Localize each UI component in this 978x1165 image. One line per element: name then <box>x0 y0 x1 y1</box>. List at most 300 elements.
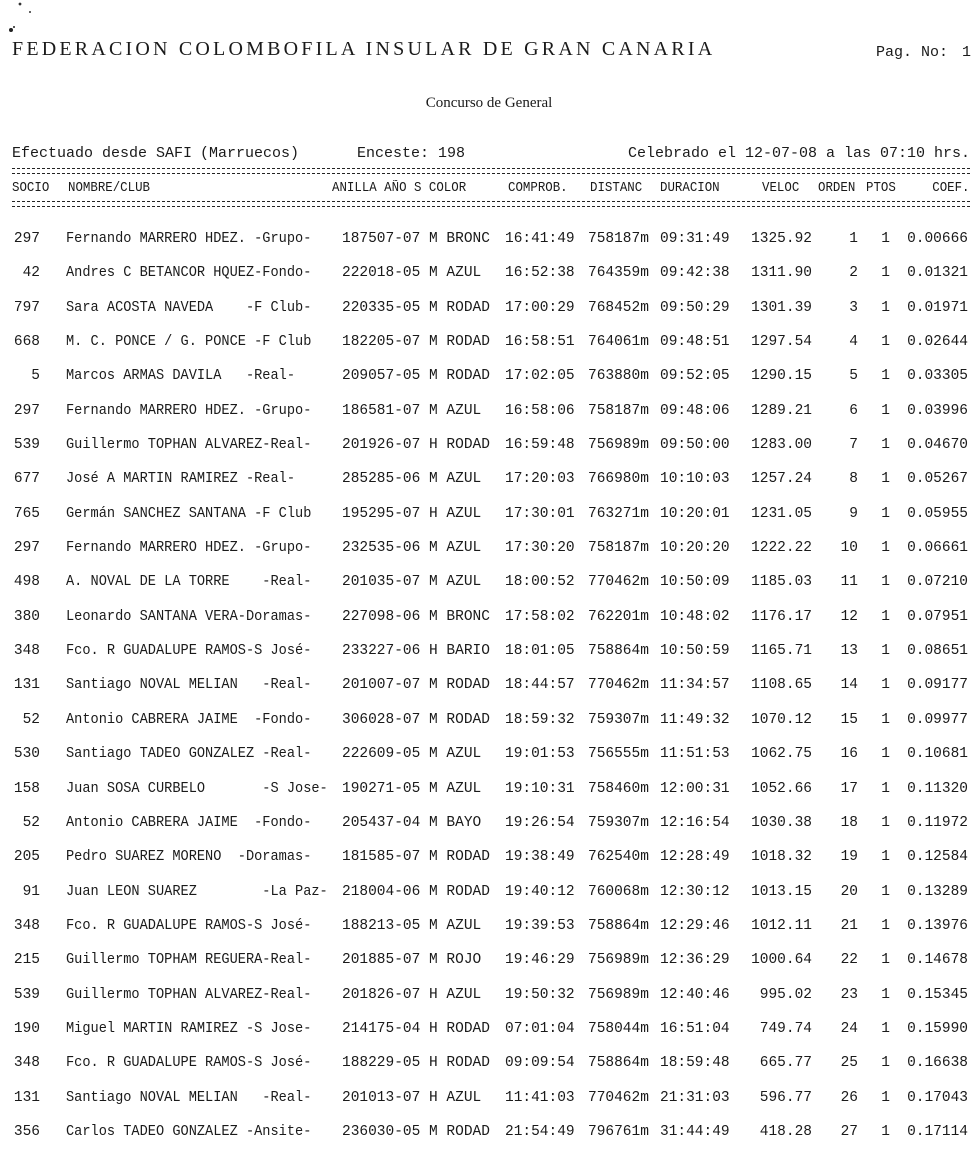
cell-nombre: Antonio CABRERA JAIME -Fondo- <box>66 814 312 831</box>
cell-comprob: 16:41:49 <box>505 231 575 247</box>
cell-distanc: 759307m <box>588 814 649 831</box>
cell-ptos: 1 <box>881 711 890 728</box>
cell-socio: 215 <box>13 952 40 969</box>
cell-distanc: 760068m <box>588 883 649 900</box>
cell-comprob: 16:58:06 <box>505 402 575 419</box>
cell-socio: 539 <box>13 986 40 1003</box>
table-row <box>0 952 978 986</box>
cell-orden: 8 <box>849 471 858 488</box>
cell-ptos: 1 <box>881 608 890 625</box>
table-row <box>0 815 978 849</box>
cell-distanc: 758864m <box>588 917 649 934</box>
cell-comprob: 17:30:20 <box>505 540 575 557</box>
cell-distanc: 758187m <box>588 540 649 557</box>
cell-ptos: 1 <box>881 334 890 351</box>
cell-coef: 0.15345 <box>907 986 968 1003</box>
cell-anilla: 218004-06 M RODAD <box>342 883 490 900</box>
table-row <box>0 746 978 780</box>
cell-anilla: 205437-04 M BAYO <box>342 814 482 831</box>
cell-orden: 17 <box>840 780 858 797</box>
col-header-ptos: PTOS <box>866 181 896 196</box>
cell-socio: 348 <box>13 1055 40 1072</box>
cell-veloc: 749.74 <box>759 1020 812 1037</box>
cell-nombre: Leonardo SANTANA VERA-Doramas- <box>66 608 312 625</box>
cell-anilla: 181585-07 M RODAD <box>342 849 490 866</box>
cell-orden: 2 <box>849 265 858 282</box>
table-row <box>0 849 978 883</box>
cell-comprob: 16:52:38 <box>505 265 575 282</box>
cell-nombre: Guillermo TOPHAN ALVAREZ-Real- <box>66 437 312 454</box>
celebration-date: Celebrado el 12-07-08 a las 07:10 hrs. <box>627 145 970 162</box>
cell-socio: 131 <box>13 677 40 694</box>
cell-nombre: Juan SOSA CURBELO -S Jose- <box>66 780 328 797</box>
release-country: (Marruecos) <box>200 145 300 162</box>
cell-duracion: 09:31:49 <box>660 231 730 247</box>
cell-veloc: 1018.32 <box>751 849 812 866</box>
table-row <box>0 437 978 471</box>
table-row <box>0 677 978 711</box>
cell-nombre: Antonio CABRERA JAIME -Fondo- <box>66 711 312 728</box>
cell-socio: 42 <box>22 265 40 282</box>
cell-nombre: Fco. R GUADALUPE RAMOS-S José- <box>66 1055 312 1072</box>
cell-comprob: 17:02:05 <box>505 368 575 385</box>
col-header-anilla: ANILLA AÑO S COLOR <box>332 181 467 196</box>
cell-veloc: 596.77 <box>759 1089 812 1106</box>
cell-ptos: 1 <box>881 917 890 934</box>
cell-anilla: 232535-06 M AZUL <box>342 540 482 557</box>
table-row <box>0 403 978 437</box>
cell-ptos: 1 <box>881 471 890 488</box>
cell-distanc: 766980m <box>588 471 649 488</box>
cell-distanc: 758864m <box>588 1055 649 1072</box>
cell-anilla: 222609-05 M AZUL <box>342 746 482 763</box>
cell-distanc: 770462m <box>588 677 649 694</box>
cell-veloc: 1283.00 <box>751 437 812 454</box>
cell-socio: 797 <box>13 299 40 316</box>
cell-socio: 765 <box>13 505 40 522</box>
col-header-comprob: COMPROB. <box>508 181 568 196</box>
table-row <box>0 1124 978 1158</box>
cell-nombre: Pedro SUAREZ MORENO -Doramas- <box>66 849 312 866</box>
cell-socio: 498 <box>13 574 40 591</box>
cell-comprob: 19:26:54 <box>505 814 575 831</box>
cell-veloc: 1257.24 <box>751 471 812 488</box>
cell-coef: 0.15990 <box>907 1020 968 1037</box>
cell-anilla: 201926-07 H RODAD <box>342 437 490 454</box>
cell-orden: 6 <box>849 402 858 419</box>
cell-distanc: 763271m <box>588 505 649 522</box>
cell-nombre: Marcos ARMAS DAVILA -Real- <box>66 368 296 385</box>
cell-anilla: 236030-05 M RODAD <box>342 1123 490 1140</box>
cell-duracion: 12:16:54 <box>660 814 730 831</box>
cell-comprob: 19:01:53 <box>505 746 575 763</box>
cell-socio: 205 <box>13 849 40 866</box>
cell-veloc: 1012.11 <box>751 917 812 934</box>
enceste-count: Enceste: 198 <box>357 145 466 162</box>
col-header-socio: SOCIO <box>12 181 50 196</box>
cell-veloc: 1052.66 <box>751 780 812 797</box>
cell-duracion: 10:48:02 <box>660 608 730 625</box>
cell-comprob: 21:54:49 <box>505 1123 575 1140</box>
cell-nombre: M. C. PONCE / G. PONCE -F Club <box>66 334 312 351</box>
cell-veloc: 995.02 <box>759 986 812 1003</box>
cell-orden: 5 <box>849 368 858 385</box>
cell-distanc: 756989m <box>588 952 649 969</box>
cell-distanc: 758864m <box>588 643 649 660</box>
cell-orden: 15 <box>840 711 858 728</box>
cell-comprob: 18:00:52 <box>505 574 575 591</box>
cell-ptos: 1 <box>881 1123 890 1140</box>
table-row <box>0 712 978 746</box>
cell-socio: 348 <box>13 643 40 660</box>
cell-duracion: 10:50:59 <box>660 643 730 660</box>
cell-orden: 26 <box>840 1089 858 1106</box>
cell-nombre: Fco. R GUADALUPE RAMOS-S José- <box>66 643 312 660</box>
cell-veloc: 1108.65 <box>751 677 812 694</box>
cell-nombre: Guillermo TOPHAN ALVAREZ-Real- <box>66 986 312 1003</box>
cell-comprob: 19:50:32 <box>505 986 575 1003</box>
cell-ptos: 1 <box>881 265 890 282</box>
page-number-label: Pag. No: <box>876 44 949 61</box>
cell-coef: 0.01971 <box>907 299 968 316</box>
col-header-coef: COEF. <box>932 181 970 196</box>
cell-coef: 0.08651 <box>907 643 968 660</box>
cell-coef: 0.05267 <box>907 471 968 488</box>
cell-veloc: 1165.71 <box>751 643 812 660</box>
cell-ptos: 1 <box>881 299 890 316</box>
cell-coef: 0.07210 <box>907 574 968 591</box>
cell-nombre: Carlos TADEO GONZALEZ -Ansite- <box>66 1123 312 1140</box>
cell-coef: 0.13289 <box>907 883 968 900</box>
cell-duracion: 31:44:49 <box>660 1123 730 1140</box>
cell-socio: 297 <box>13 402 40 419</box>
cell-coef: 0.06661 <box>907 540 968 557</box>
cell-veloc: 665.77 <box>759 1055 812 1072</box>
cell-duracion: 11:34:57 <box>660 677 730 694</box>
cell-anilla: 227098-06 M BRONC <box>342 608 490 625</box>
cell-duracion: 10:10:03 <box>660 471 730 488</box>
cell-socio: 668 <box>13 334 40 351</box>
cell-orden: 3 <box>849 299 858 316</box>
cell-socio: 677 <box>13 471 40 488</box>
cell-ptos: 1 <box>881 402 890 419</box>
cell-ptos: 1 <box>881 986 890 1003</box>
cell-anilla: 214175-04 H RODAD <box>342 1020 490 1037</box>
table-row <box>0 506 978 540</box>
cell-distanc: 763880m <box>588 368 649 385</box>
cell-duracion: 09:42:38 <box>660 265 730 282</box>
cell-veloc: 1301.39 <box>751 299 812 316</box>
cell-duracion: 10:50:09 <box>660 574 730 591</box>
cell-orden: 19 <box>840 849 858 866</box>
cell-distanc: 770462m <box>588 1089 649 1106</box>
cell-comprob: 17:00:29 <box>505 299 575 316</box>
table-row <box>0 1021 978 1055</box>
release-origin: Efectuado desde SAFI <box>12 145 193 162</box>
cell-duracion: 18:59:48 <box>660 1055 730 1072</box>
cell-socio: 297 <box>13 540 40 557</box>
cell-veloc: 1297.54 <box>751 334 812 351</box>
cell-distanc: 759307m <box>588 711 649 728</box>
cell-socio: 52 <box>22 711 40 728</box>
col-header-duracion: DURACION <box>660 181 720 196</box>
cell-anilla: 188229-05 H RODAD <box>342 1055 490 1072</box>
cell-coef: 0.17114 <box>907 1123 968 1140</box>
cell-coef: 0.03996 <box>907 402 968 419</box>
cell-anilla: 209057-05 M RODAD <box>342 368 490 385</box>
cell-veloc: 1289.21 <box>751 402 812 419</box>
table-row <box>0 918 978 952</box>
cell-distanc: 770462m <box>588 574 649 591</box>
cell-veloc: 1290.15 <box>751 368 812 385</box>
cell-duracion: 16:51:04 <box>660 1020 730 1037</box>
cell-orden: 22 <box>840 952 858 969</box>
cell-coef: 0.17043 <box>907 1089 968 1106</box>
cell-orden: 4 <box>849 334 858 351</box>
cell-duracion: 09:52:05 <box>660 368 730 385</box>
cell-orden: 9 <box>849 505 858 522</box>
cell-comprob: 18:01:05 <box>505 643 575 660</box>
table-row <box>0 609 978 643</box>
cell-duracion: 21:31:03 <box>660 1089 730 1106</box>
cell-comprob: 19:46:29 <box>505 952 575 969</box>
results-table-body <box>0 231 978 1158</box>
cell-coef: 0.10681 <box>907 746 968 763</box>
cell-comprob: 17:20:03 <box>505 471 575 488</box>
cell-nombre: Santiago NOVAL MELIAN -Real- <box>66 1089 312 1106</box>
cell-distanc: 758187m <box>588 402 649 419</box>
cell-veloc: 1062.75 <box>751 746 812 763</box>
cell-nombre: Santiago TADEO GONZALEZ -Real- <box>66 746 312 763</box>
cell-nombre: Fernando MARRERO HDEZ. -Grupo- <box>66 231 312 247</box>
cell-coef: 0.03305 <box>907 368 968 385</box>
col-header-orden: ORDEN <box>818 181 856 196</box>
cell-socio: 380 <box>13 608 40 625</box>
cell-coef: 0.01321 <box>907 265 968 282</box>
cell-duracion: 12:40:46 <box>660 986 730 1003</box>
cell-ptos: 1 <box>881 849 890 866</box>
cell-veloc: 1070.12 <box>751 711 812 728</box>
cell-anilla: 195295-07 H AZUL <box>342 505 482 522</box>
cell-duracion: 09:50:29 <box>660 299 730 316</box>
cell-nombre: Fernando MARRERO HDEZ. -Grupo- <box>66 540 312 557</box>
cell-anilla: 201885-07 M ROJO <box>342 952 482 969</box>
cell-coef: 0.04670 <box>907 437 968 454</box>
cell-orden: 10 <box>840 540 858 557</box>
cell-ptos: 1 <box>881 643 890 660</box>
cell-anilla: 285285-06 M AZUL <box>342 471 482 488</box>
cell-distanc: 796761m <box>588 1123 649 1140</box>
cell-orden: 18 <box>840 814 858 831</box>
cell-orden: 13 <box>840 643 858 660</box>
cell-anilla: 188213-05 M AZUL <box>342 917 482 934</box>
cell-veloc: 418.28 <box>759 1123 812 1140</box>
cell-nombre: Miguel MARTIN RAMIREZ -S Jose- <box>66 1020 312 1037</box>
cell-coef: 0.09977 <box>907 711 968 728</box>
cell-duracion: 09:48:06 <box>660 402 730 419</box>
cell-distanc: 764359m <box>588 265 649 282</box>
cell-ptos: 1 <box>881 505 890 522</box>
cell-orden: 12 <box>840 608 858 625</box>
cell-veloc: 1231.05 <box>751 505 812 522</box>
cell-distanc: 758187m <box>588 231 649 247</box>
cell-anilla: 233227-06 H BARIO <box>342 643 490 660</box>
col-header-distanc: DISTANC <box>590 181 643 196</box>
cell-anilla: 201035-07 M AZUL <box>342 574 482 591</box>
table-row <box>0 1055 978 1089</box>
cell-duracion: 12:00:31 <box>660 780 730 797</box>
cell-nombre: José A MARTIN RAMIREZ -Real- <box>66 471 296 488</box>
cell-ptos: 1 <box>881 883 890 900</box>
cell-anilla: 201007-07 M RODAD <box>342 677 490 694</box>
cell-socio: 530 <box>13 746 40 763</box>
cell-distanc: 762201m <box>588 608 649 625</box>
cell-coef: 0.11320 <box>907 780 968 797</box>
cell-nombre: Sara ACOSTA NAVEDA -F Club- <box>66 299 312 316</box>
cell-orden: 25 <box>840 1055 858 1072</box>
cell-socio: 539 <box>13 437 40 454</box>
cell-anilla: 182205-07 M RODAD <box>342 334 490 351</box>
cell-distanc: 756555m <box>588 746 649 763</box>
table-row <box>0 574 978 608</box>
cell-distanc: 762540m <box>588 849 649 866</box>
scan-speck-marks <box>6 0 56 40</box>
cell-comprob: 18:44:57 <box>505 677 575 694</box>
cell-anilla: 187507-07 M BRONC <box>342 231 490 247</box>
table-row <box>0 368 978 402</box>
cell-duracion: 12:30:12 <box>660 883 730 900</box>
cell-coef: 0.14678 <box>907 952 968 969</box>
cell-nombre: Santiago NOVAL MELIAN -Real- <box>66 677 312 694</box>
cell-distanc: 756989m <box>588 437 649 454</box>
cell-comprob: 19:10:31 <box>505 780 575 797</box>
cell-anilla: 201826-07 H AZUL <box>342 986 482 1003</box>
table-row <box>0 643 978 677</box>
cell-ptos: 1 <box>881 677 890 694</box>
cell-nombre: Fernando MARRERO HDEZ. -Grupo- <box>66 402 312 419</box>
cell-duracion: 12:28:49 <box>660 849 730 866</box>
cell-socio: 5 <box>31 368 40 385</box>
cell-ptos: 1 <box>881 1055 890 1072</box>
cell-veloc: 1185.03 <box>751 574 812 591</box>
header-rule-bottom <box>12 201 970 207</box>
cell-veloc: 1000.64 <box>751 952 812 969</box>
cell-ptos: 1 <box>881 574 890 591</box>
cell-anilla: 306028-07 M RODAD <box>342 711 490 728</box>
table-row <box>0 231 978 265</box>
cell-orden: 27 <box>840 1123 858 1140</box>
table-row <box>0 781 978 815</box>
cell-distanc: 768452m <box>588 299 649 316</box>
table-row <box>0 884 978 918</box>
cell-anilla: 220335-05 M RODAD <box>342 299 490 316</box>
cell-nombre: Guillermo TOPHAM REGUERA-Real- <box>66 952 312 969</box>
cell-duracion: 10:20:20 <box>660 540 730 557</box>
cell-nombre: Juan LEON SUAREZ -La Paz- <box>66 883 328 900</box>
cell-socio: 348 <box>13 917 40 934</box>
cell-orden: 20 <box>840 883 858 900</box>
cell-distanc: 758044m <box>588 1020 649 1037</box>
cell-veloc: 1311.90 <box>751 265 812 282</box>
cell-comprob: 07:01:04 <box>505 1020 575 1037</box>
cell-comprob: 17:30:01 <box>505 505 575 522</box>
federation-title: FEDERACION COLOMBOFILA INSULAR DE GRAN CANARIA <box>12 38 716 60</box>
cell-orden: 23 <box>840 986 858 1003</box>
cell-comprob: 19:38:49 <box>505 849 575 866</box>
cell-duracion: 10:20:01 <box>660 505 730 522</box>
cell-anilla: 201013-07 H AZUL <box>342 1089 482 1106</box>
cell-coef: 0.00666 <box>907 231 968 247</box>
cell-coef: 0.13976 <box>907 917 968 934</box>
cell-coef: 0.16638 <box>907 1055 968 1072</box>
cell-coef: 0.12584 <box>907 849 968 866</box>
cell-veloc: 1222.22 <box>751 540 812 557</box>
contest-subtitle: Concurso de General <box>425 95 553 111</box>
cell-comprob: 19:39:53 <box>505 917 575 934</box>
cell-ptos: 1 <box>881 368 890 385</box>
cell-comprob: 18:59:32 <box>505 711 575 728</box>
cell-comprob: 11:41:03 <box>505 1089 575 1106</box>
cell-duracion: 09:48:51 <box>660 334 730 351</box>
cell-nombre: Andres C BETANCOR HQUEZ-Fondo- <box>66 265 312 282</box>
cell-ptos: 1 <box>881 540 890 557</box>
cell-ptos: 1 <box>881 437 890 454</box>
cell-duracion: 12:36:29 <box>660 952 730 969</box>
cell-duracion: 11:51:53 <box>660 746 730 763</box>
table-row <box>0 540 978 574</box>
cell-nombre: Fco. R GUADALUPE RAMOS-S José- <box>66 917 312 934</box>
table-row <box>0 300 978 334</box>
cell-orden: 1 <box>849 231 858 247</box>
table-row <box>0 471 978 505</box>
page-number: 1 <box>962 44 972 61</box>
cell-comprob: 16:59:48 <box>505 437 575 454</box>
cell-ptos: 1 <box>881 1089 890 1106</box>
cell-socio: 356 <box>13 1123 40 1140</box>
cell-orden: 11 <box>840 574 858 591</box>
cell-nombre: A. NOVAL DE LA TORRE -Real- <box>66 574 312 591</box>
cell-socio: 297 <box>13 231 40 247</box>
cell-duracion: 09:50:00 <box>660 437 730 454</box>
cell-veloc: 1030.38 <box>751 814 812 831</box>
cell-distanc: 758460m <box>588 780 649 797</box>
cell-socio: 190 <box>13 1020 40 1037</box>
table-row <box>0 1090 978 1124</box>
table-row <box>0 265 978 299</box>
cell-nombre: Germán SANCHEZ SANTANA -F Club <box>66 505 312 522</box>
cell-duracion: 11:49:32 <box>660 711 730 728</box>
cell-orden: 16 <box>840 746 858 763</box>
cell-socio: 91 <box>22 883 40 900</box>
cell-veloc: 1013.15 <box>751 883 812 900</box>
table-row <box>0 987 978 1021</box>
cell-ptos: 1 <box>881 231 890 247</box>
cell-comprob: 19:40:12 <box>505 883 575 900</box>
cell-distanc: 756989m <box>588 986 649 1003</box>
cell-veloc: 1176.17 <box>751 608 812 625</box>
cell-coef: 0.07951 <box>907 608 968 625</box>
cell-ptos: 1 <box>881 746 890 763</box>
cell-socio: 158 <box>13 780 40 797</box>
cell-ptos: 1 <box>881 1020 890 1037</box>
cell-comprob: 17:58:02 <box>505 608 575 625</box>
cell-comprob: 16:58:51 <box>505 334 575 351</box>
cell-coef: 0.11972 <box>907 814 968 831</box>
cell-orden: 21 <box>840 917 858 934</box>
cell-coef: 0.09177 <box>907 677 968 694</box>
cell-anilla: 190271-05 M AZUL <box>342 780 482 797</box>
cell-anilla: 186581-07 M AZUL <box>342 402 482 419</box>
